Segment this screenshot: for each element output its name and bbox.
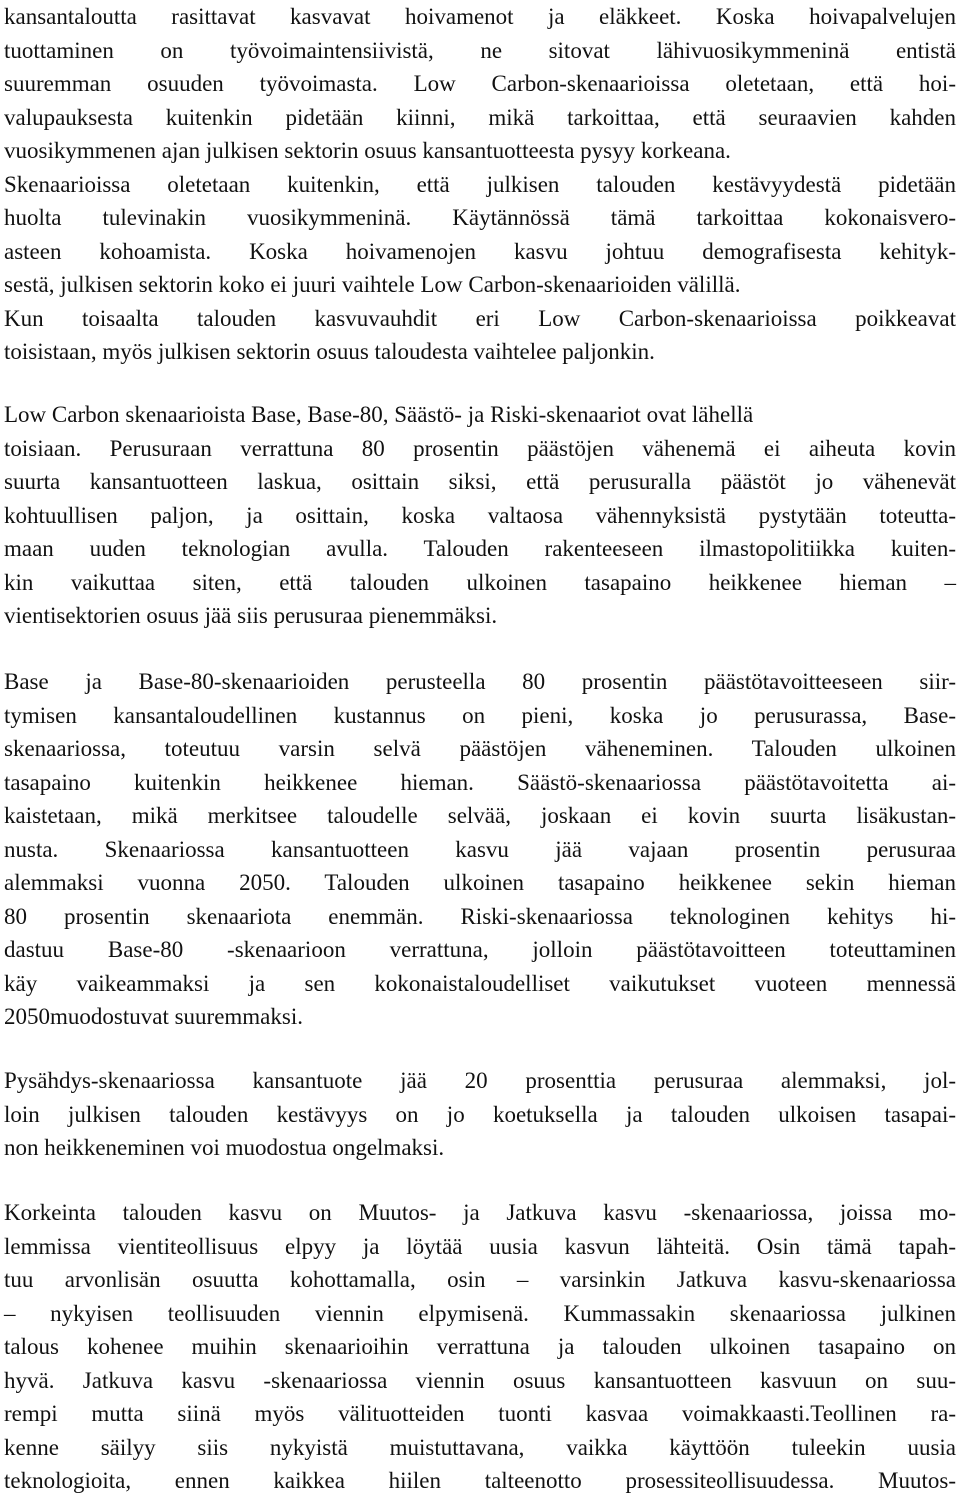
text-line: kansantaloutta rasittavat kasvavat hoivamenot ja eläkkeet. Koska hoivapalvelujen bbox=[4, 4, 956, 29]
text-line: 80 prosentin skenaariota enemmän. Riski-skenaariossa teknologinen kehitys hi- bbox=[4, 903, 956, 929]
text-line: kaistetaan, mikä merkitsee taloudelle selvää, joskaan ei kovin suurta lisäkustan- bbox=[4, 803, 956, 828]
text-line: rempi mutta siinä myös välituotteiden tuonti kasvaa voimakkaasti.Teollinen ra- bbox=[4, 1401, 956, 1426]
text-line: dastuu Base-80 -skenaarioon verrattuna, jolloin päästötavoitteen toteuttaminen bbox=[4, 937, 956, 962]
text-line: tasapaino kuitenkin heikkenee hieman. Säästö-skenaariossa päästötavoitetta ai- bbox=[4, 769, 956, 795]
text-line: toisiaan. Perusuraan verrattuna 80 prosentin päästöjen vähenemä ei aiheuta kovin bbox=[4, 435, 956, 461]
text-line: 2050muodostuvat suuremmaksi. bbox=[4, 1004, 303, 1029]
text-line: – nykyisen teollisuuden viennin elpymisenä. Kummassakin skenaariossa julkinen bbox=[4, 1300, 956, 1326]
text-line: hyvä. Jatkuva kasvu -skenaariossa viennin osuus kansantuotteen kasvuun on suu- bbox=[4, 1367, 956, 1393]
text-line: suuremman osuuden työvoimasta. Low Carbon-skenaarioissa oletetaan, että hoi- bbox=[4, 71, 956, 96]
text-line: Kun toisaalta talouden kasvuvauhdit eri Low Carbon-skenaarioissa poikkeavat bbox=[4, 305, 956, 331]
text-line: nusta. Skenaariossa kansantuotteen kasvu jää vajaan prosentin perusuraa bbox=[4, 836, 956, 862]
text-line: vientisektorien osuus jää siis perusuraa pienemmäksi. bbox=[4, 603, 498, 628]
text-line: Low Carbon skenaarioista Base, Base-80, Säästö- ja Riski-skenaariot ovat lähellä bbox=[4, 402, 754, 427]
text-line: Base ja Base-80-skenaarioiden perusteella 80 prosentin päästötavoitteeseen siir- bbox=[4, 669, 956, 694]
text-line: teknologioita, ennen kaikkea hiilen talteenotto prosessiteollisuudessa. Muutos- bbox=[4, 1468, 956, 1493]
text-line: maan uuden teknologian avulla. Talouden rakenteeseen ilmastopolitiikka kuiten- bbox=[4, 536, 956, 561]
text-line: käy vaikeammaksi ja sen kokonaistaloudelliset vaikutukset vuoteen mennessä bbox=[4, 970, 956, 996]
text-line: tuu arvonlisän osuutta kohottamalla, osin – varsinkin Jatkuva kasvu-skenaariossa bbox=[4, 1267, 956, 1292]
text-line: non heikkeneminen voi muodostua ongelmaksi. bbox=[4, 1135, 445, 1160]
paragraph-5 bbox=[4, 1196, 956, 1498]
text-line: valupauksesta kuitenkin pidetään kiinni, mikä tarkoittaa, että seuraavien kahden bbox=[4, 104, 956, 130]
text-line: skenaariossa, toteutuu varsin selvä päästöjen väheneminen. Talouden ulkoinen bbox=[4, 736, 956, 761]
text-line: sestä, julkisen sektorin koko ei juuri vaihtele Low Carbon-skenaarioiden välillä. bbox=[4, 272, 741, 297]
text-line: Skenaarioissa oletetaan kuitenkin, että julkisen talouden kestävyydestä pidetään bbox=[4, 171, 956, 197]
text-line: suurta kansantuotteen laskua, osittain siksi, että perusuralla päästöt jo vähenevät bbox=[4, 469, 956, 494]
paragraph-2 bbox=[4, 398, 956, 633]
paragraph-4 bbox=[4, 1064, 956, 1165]
text-line: Korkeinta talouden kasvu on Muutos- ja Jatkuva kasvu -skenaariossa, joissa mo- bbox=[4, 1200, 956, 1225]
text-line: tymisen kansantaloudellinen kustannus on pieni, koska jo perusurassa, Base- bbox=[4, 702, 956, 728]
text-line: toisistaan, myös julkisen sektorin osuus taloudesta vaihtelee paljonkin. bbox=[4, 339, 655, 364]
text-line: Pysähdys-skenaariossa kansantuote jää 20 prosenttia perusuraa alemmaksi, jol- bbox=[4, 1068, 956, 1093]
text-line: huolta tulevinakin vuosikymmeninä. Käytännössä tämä tarkoittaa kokonaisvero- bbox=[4, 205, 956, 230]
text-line: asteen kohoamista. Koska hoivamenojen kasvu johtuu demografisesta kehityk- bbox=[4, 238, 956, 264]
text-line: vuosikymmenen ajan julkisen sektorin osuus kansantuotteesta pysyy korkeana. bbox=[4, 138, 731, 163]
text-line: kohtuullisen paljon, ja osittain, koska valtaosa vähennyksistä pystytään toteutta- bbox=[4, 502, 956, 528]
paragraph-1 bbox=[4, 0, 956, 369]
text-line: talous kohenee muihin skenaarioihin verrattuna ja talouden ulkoinen tasapaino on bbox=[4, 1334, 956, 1359]
text-line: tuottaminen on työvoimaintensiivistä, ne sitovat lähivuosikymmeninä entistä bbox=[4, 37, 956, 63]
text-line: loin julkisen talouden kestävyys on jo koetuksella ja talouden ulkoisen tasapai- bbox=[4, 1101, 956, 1127]
text-line: kin vaikuttaa siten, että talouden ulkoinen tasapaino heikkenee hieman – bbox=[4, 569, 956, 595]
text-line: kenne säilyy siis nykyistä muistuttavana, vaikka käyttöön tuleekin uusia bbox=[4, 1434, 956, 1460]
text-line: lemmissa vientiteollisuus elpyy ja löytää uusia kasvun lähteitä. Osin tämä tapah- bbox=[4, 1233, 956, 1259]
paragraph-3 bbox=[4, 665, 956, 1034]
text-line: alemmaksi vuonna 2050. Talouden ulkoinen tasapaino heikkenee sekin hieman bbox=[4, 870, 956, 895]
